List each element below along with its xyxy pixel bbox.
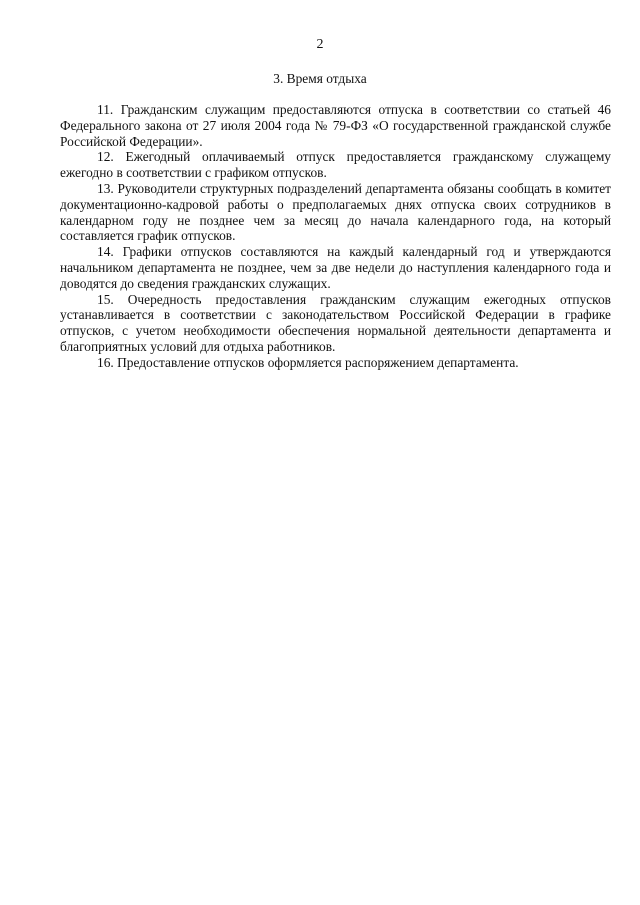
page-number: 2 <box>316 37 324 52</box>
paragraph-11: 11. Гражданским служащим предоставляются отпуска в соответствии со статьей 46 Федерального закона от 27 июля 2004 года № 79-ФЗ «О государственной гражданской службе Российской Федерации». <box>60 102 611 149</box>
paragraph-13: 13. Руководители структурных подразделений департамента обязаны сообщать в комитет документационно-кадровой работы о предполагаемых днях отпуска своих сотрудников в календарном году не позднее чем за месяц до начала календарного года, на который составляется график отпусков. <box>60 180 611 244</box>
section-title: 3. Время отдыха <box>273 71 367 86</box>
paragraph-16: 16. Предоставление отпусков оформляется распоряжением департамента. <box>97 354 519 370</box>
paragraph-14: 14. Графики отпусков составляются на каждый календарный год и утверждаются начальником департамента не позднее, чем за две недели до наступления календарного года и доводятся до сведения гражданских служащих. <box>60 244 611 291</box>
section-body <box>60 102 611 371</box>
paragraph-15: 15. Очередность предоставления гражданским служащим ежегодных отпусков устанавливается в соответствии с законодательством Российской Федерации в графике отпусков, с учетом необходимости обеспечения нормальной деятельности департамента и благоприятных условий для отдыха работников. <box>60 291 611 354</box>
paragraph-12: 12. Ежегодный оплачиваемый отпуск предоставляется гражданскому служащему ежегодно в соответствии с графиком отпусков. <box>60 149 611 181</box>
